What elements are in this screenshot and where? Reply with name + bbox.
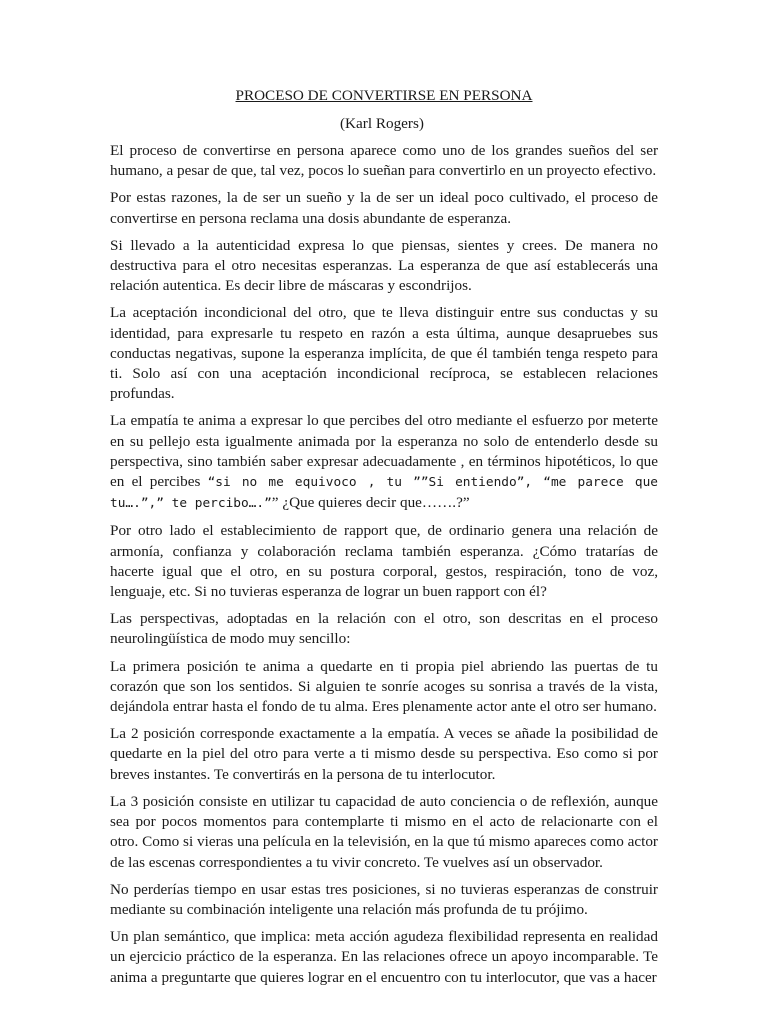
- paragraph-empathy: [110, 411, 658, 514]
- quote-text: ” ¿Que quieres decir que…….?”: [271, 494, 470, 512]
- paragraph: La primera posición te anima a quedarte en ti propia piel abriendo las puertas de tu corazón que son los sentidos. Si alguien te sonríe acoges su sonrisa a través de la vista, dejándola entrar hasta el fondo de tu alma. Eres plenamente actor ante el otro ser humano.: [110, 657, 658, 716]
- quote-text: “me parece que tu….”,” te percibo….”: [110, 475, 658, 512]
- paragraph: La 2 posición corresponde exactamente a la empatía. A veces se añade la posibilidad de quedarte en la piel del otro para verte a ti mismo desde su perspectiva. Eso como si por breves instantes. Te convertirás en la persona de tu interlocutor.: [110, 725, 658, 783]
- paragraph: La 3 posición consiste en utilizar tu capacidad de auto conciencia o de reflexión, aunque sea por pocos momentos para contemplarte ti mismo en el acto de relacionarte con el otro. Como si vieras una película en la televisión, en la que tú mismo apareces como actor de las escenas correspondientes a tu vivir concreto. Te vuelves así un observador.: [110, 792, 658, 871]
- paragraph: No perderías tiempo en usar estas tres posiciones, si no tuvieras esperanzas de construir mediante su combinación inteligente una relación más profunda de tu prójimo.: [110, 880, 658, 918]
- document-author: (Karl Rogers): [340, 115, 424, 132]
- paragraph: Si llevado a la autenticidad expresa lo que piensas, sientes y crees. De manera no destructiva para el otro necesitas esperanzas. La esperanza de que así establecerás una relación autentica. Es decir libre de máscaras y escondrijos.: [110, 236, 658, 295]
- paragraph: Las perspectivas, adoptadas en la relación con el otro, son descritas en el proceso neurolingüística de modo muy sencillo:: [110, 610, 658, 648]
- paragraph: Por otro lado el establecimiento de rapport que, de ordinario genera una relación de armonía, confianza y colaboración reclama también esperanza. ¿Cómo tratarías de hacerte igual que el otro, en su postura corporal, gestos, respiración, tono de voz, lenguaje, etc. Si no tuvieras esperanza de lograr un buen rapport con él?: [110, 522, 658, 601]
- paragraph-text: La empatía te anima a expresar lo que percibes del otro mediante el esfuerzo por meterte en su pellejo esta igualmente animada por la esperanza no solo de entenderlo desde su perspectiva, sino también saber expresar adecuadamente , en términos hipotéticos, lo que en el percibes: [110, 412, 658, 491]
- quote-text: “si no me equivoco , tu ”: [207, 475, 421, 491]
- document-title: PROCESO DE CONVERTIRSE EN PERSONA: [235, 87, 533, 104]
- paragraph: Por estas razones, la de ser un sueño y la de ser un ideal poco cultivado, el proceso de convertirse en persona reclama una dosis abundante de esperanza.: [110, 189, 658, 227]
- paragraph: Un plan semántico, que implica: meta acción agudeza flexibilidad representa en realidad un ejercicio práctico de la esperanza. En las relaciones ofrece un apoyo incomparable. Te anima a preguntarte que quieres lograr en el encuentro con tu interlocutor, que vas a hacer: [110, 928, 658, 986]
- paragraph: La aceptación incondicional del otro, que te lleva distinguir entre sus conductas y su identidad, para expresarle tu respeto en razón a esta última, aunque desapruebes sus conductas negativas, supone la esperanza implícita, de que él también tenga respeto para ti. Solo así con una aceptación incondicional recíproca, se establecen relaciones profundas.: [110, 304, 658, 403]
- quote-text: ”Si entiendo”,: [420, 475, 544, 491]
- paragraph: El proceso de convertirse en persona aparece como uno de los grandes sueños del ser humano, a pesar de que, tal vez, pocos lo sueñan para convertirlo en un proyecto efectivo.: [110, 142, 658, 180]
